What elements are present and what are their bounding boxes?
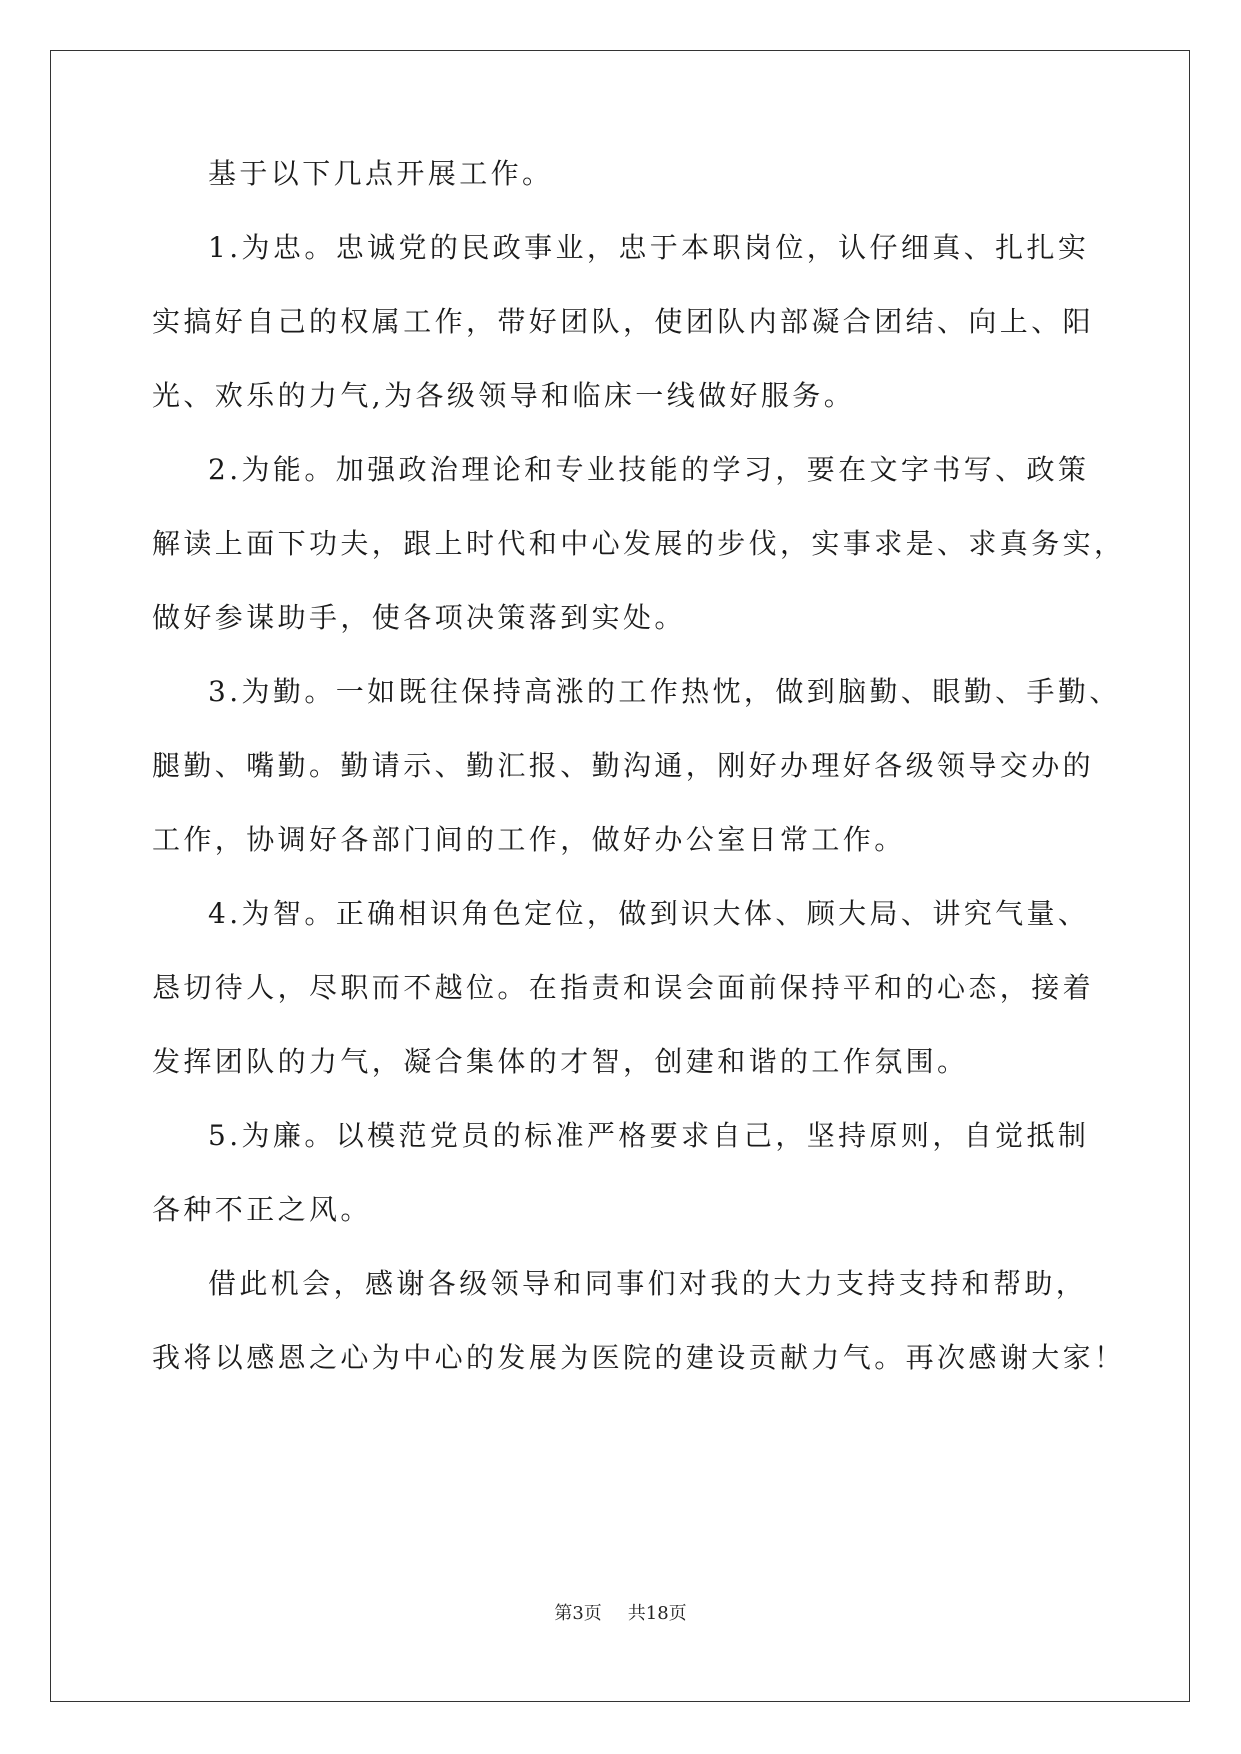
- text-line-8: 3.为勤。一如既往保持高涨的工作热忱，做到脑勤、眼勤、手勤、: [208, 675, 1121, 708]
- text-line-11: 4.为智。正确相识角色定位，做到识大体、顾大局、讲究气量、: [208, 897, 1090, 930]
- text-line-12: 恳切待人，尽职而不越位。在指责和误会面前保持平和的心态，接着: [152, 971, 1095, 1004]
- text-line-4: 光、欢乐的力气,为各级领导和临床一线做好服务。: [152, 379, 856, 412]
- text-line-6: 解读上面下功夫，跟上时代和中心发展的步伐，实事求是、求真务实，: [152, 527, 1126, 560]
- text-line-10: 工作，协调好各部门间的工作，做好办公室日常工作。: [152, 823, 906, 856]
- text-line-16: 借此机会，感谢各级领导和同事们对我的大力支持支持和帮助，: [208, 1267, 1088, 1300]
- text-line-1: 基于以下几点开展工作。: [208, 157, 554, 190]
- page-border: [50, 50, 1190, 1702]
- footer-page-total: 18: [645, 1603, 669, 1624]
- footer-page-suffix: 页: [583, 1603, 602, 1624]
- text-line-9: 腿勤、嘴勤。勤请示、勤汇报、勤沟通，刚好办理好各级领导交办的: [152, 749, 1095, 782]
- text-line-2: 1.为忠。忠诚党的民政事业，忠于本职岗位，认仔细真、扎扎实: [208, 231, 1090, 264]
- footer-total-prefix: 共: [627, 1603, 646, 1624]
- text-line-15: 各种不正之风。: [152, 1193, 372, 1226]
- text-line-7: 做好参谋助手，使各项决策落到实处。: [152, 601, 686, 634]
- page-footer: [0, 1602, 1241, 1626]
- footer-total-suffix: 页: [668, 1603, 687, 1624]
- text-line-17: 我将以感恩之心为中心的发展为医院的建设贡献力气。再次感谢大家！: [152, 1341, 1126, 1374]
- footer-page-prefix: 第: [554, 1603, 573, 1624]
- footer-page-current: 3: [572, 1603, 584, 1624]
- text-line-13: 发挥团队的力气，凝合集体的才智，创建和谐的工作氛围。: [152, 1045, 969, 1078]
- text-line-3: 实搞好自己的权属工作，带好团队，使团队内部凝合团结、向上、阳: [152, 305, 1095, 338]
- text-line-5: 2.为能。加强政治理论和专业技能的学习，要在文字书写、政策: [208, 453, 1090, 486]
- text-line-14: 5.为廉。以模范党员的标准严格要求自己，坚持原则，自觉抵制: [208, 1119, 1090, 1152]
